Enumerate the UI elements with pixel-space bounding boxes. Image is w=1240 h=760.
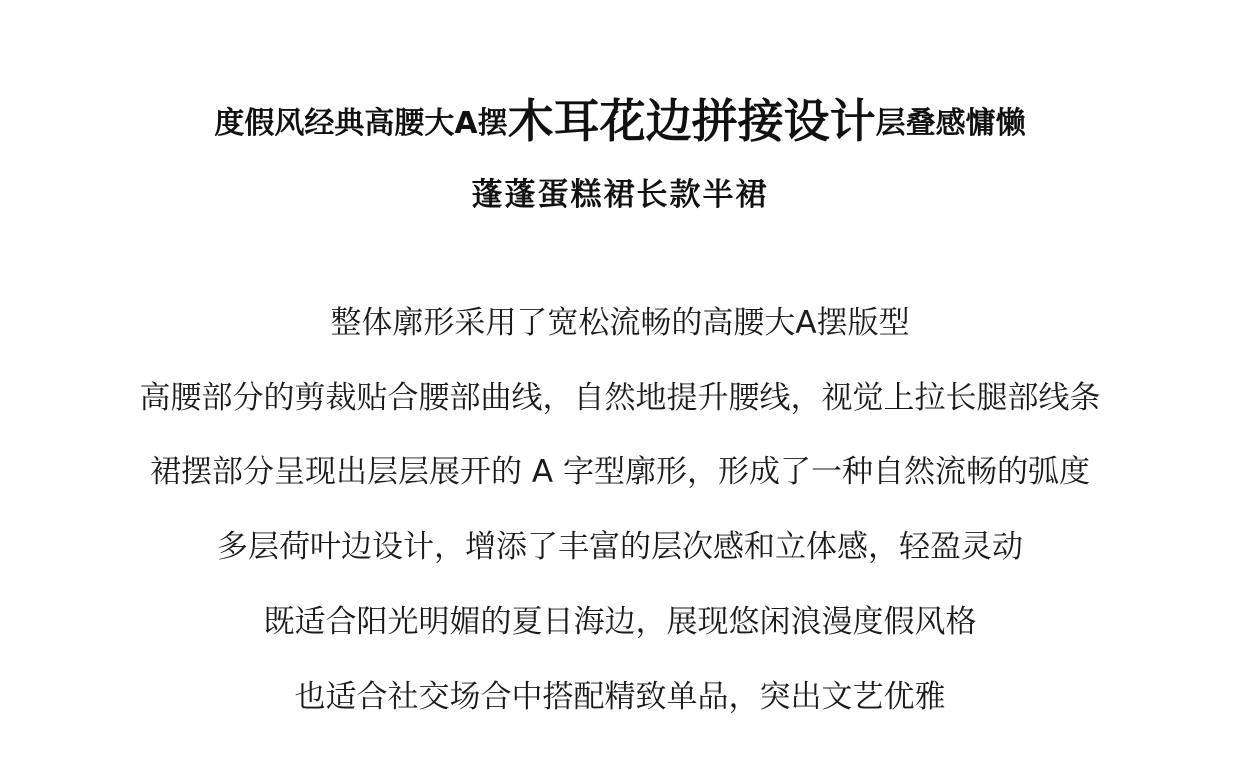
headline-suffix: 层叠感慵懒 [875, 106, 1026, 141]
headline-prefix: 度假风经典高腰大A摆 [214, 106, 508, 141]
description-line: 也适合社交场合中搭配精致单品，突出文艺优雅 [294, 679, 946, 715]
description-line: 多层荷叶边设计，增添了丰富的层次感和立体感，轻盈灵动 [217, 529, 1023, 565]
description-line: 整体廓形采用了宽松流畅的高腰大A摆版型 [330, 305, 910, 341]
headline-emphasis: 木耳花边拼接设计 [507, 94, 876, 148]
headline-line-1 [0, 94, 1240, 148]
headline-line-2: 蓬蓬蛋糕裙长款半裙 [471, 177, 769, 213]
description-line: 裙摆部分呈现出层层展开的 A 字型廓形，形成了一种自然流畅的弧度 [150, 454, 1090, 490]
description-line: 既适合阳光明媚的夏日海边，展现悠闲浪漫度假风格 [263, 604, 977, 640]
description-line: 高腰部分的剪裁贴合腰部曲线，自然地提升腰线，视觉上拉长腿部线条 [139, 380, 1101, 416]
